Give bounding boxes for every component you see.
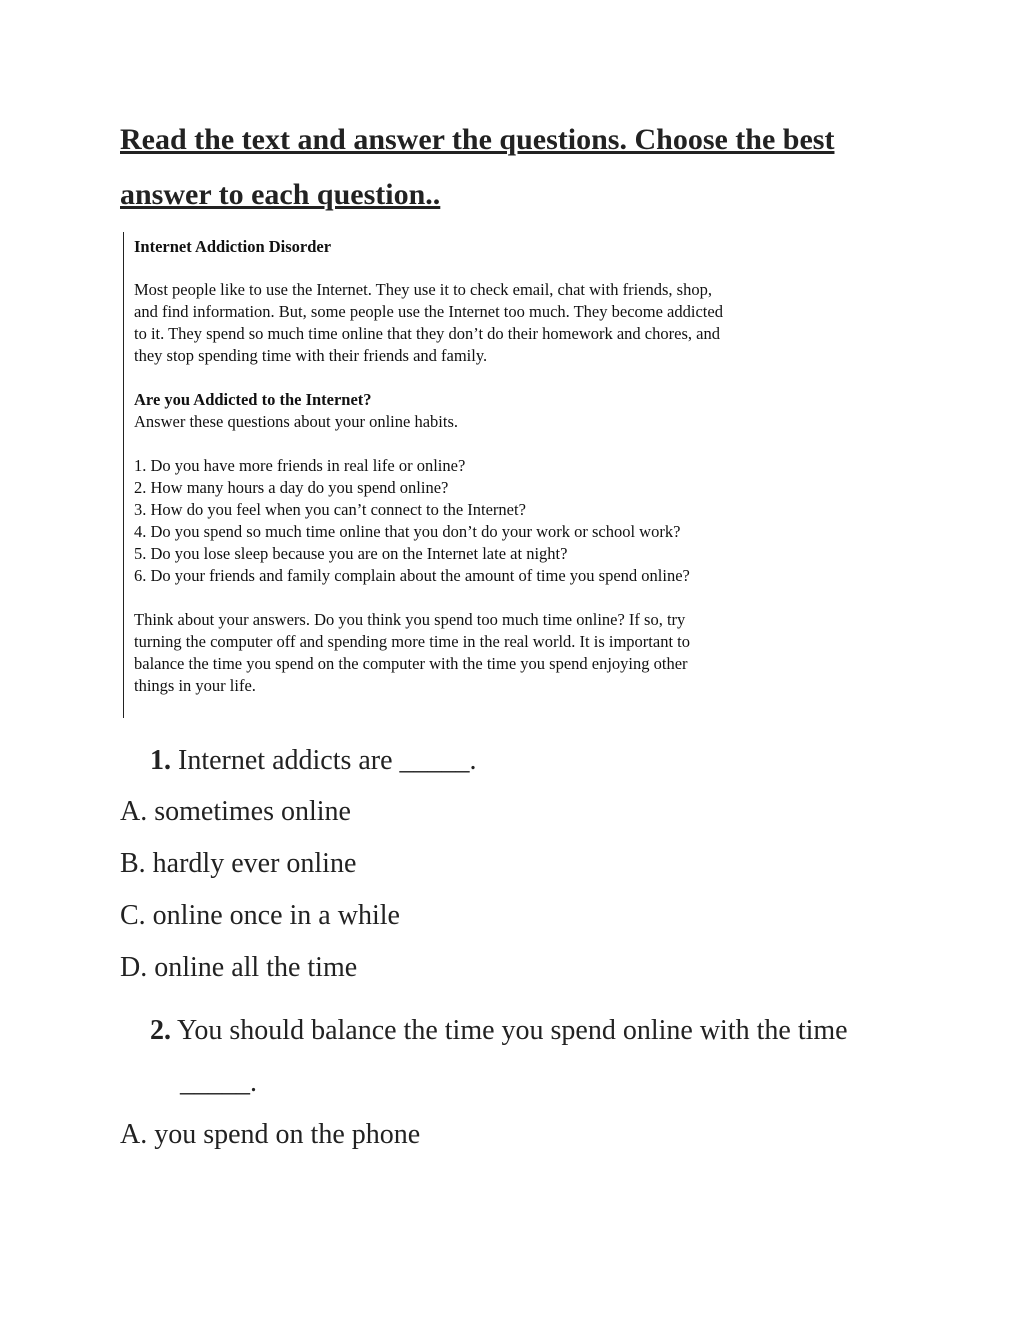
passage-subheading: Are you Addicted to the Internet? [134, 390, 372, 409]
passage-line: to it. They spend so much time online that they don’t do their homework and chores, and [134, 324, 720, 343]
passage-line: they stop spending time with their friends and family. [134, 346, 488, 365]
answer-option-b[interactable]: B. hardly ever online [120, 848, 357, 879]
quiz-question-1 [150, 744, 477, 778]
answer-option-a[interactable]: A. sometimes online [120, 796, 351, 827]
question-number: 2. [150, 1015, 171, 1046]
conclusion-line: turning the computer off and spending more time in the real world. It is important to [134, 632, 690, 651]
reading-passage [123, 232, 824, 718]
survey-question: 2. How many hours a day do you spend online? [134, 478, 449, 497]
conclusion-line: balance the time you spend on the computer with the time you spend enjoying other [134, 654, 688, 673]
question-text: You should balance the time you spend online with the time [176, 1015, 848, 1046]
passage-intro: Answer these questions about your online habits. [134, 412, 458, 431]
quiz-question-2 [150, 1014, 848, 1048]
survey-question: 1. Do you have more friends in real life or online? [134, 456, 466, 475]
instructions-line-1: Read the text and answer the questions. Choose the best [120, 123, 835, 156]
instructions-line-2: answer to each question.. [120, 178, 441, 211]
question-text-continuation: _____. [180, 1067, 257, 1098]
question-text: Internet addicts are _____. [178, 745, 477, 776]
passage-line: and find information. But, some people use the Internet too much. They become addicted [134, 302, 723, 321]
survey-question: 6. Do your friends and family complain about the amount of time you spend online? [134, 566, 690, 585]
conclusion-line: Think about your answers. Do you think you spend too much time online? If so, try [134, 610, 686, 629]
survey-question: 5. Do you lose sleep because you are on the Internet late at night? [134, 544, 568, 563]
answer-option-a[interactable]: A. you spend on the phone [120, 1119, 421, 1150]
passage-line: Most people like to use the Internet. They use it to check email, chat with friends, shop, [134, 280, 712, 299]
conclusion-line: things in your life. [134, 676, 256, 695]
survey-question: 3. How do you feel when you can’t connect to the Internet? [134, 500, 526, 519]
question-number: 1. [150, 745, 171, 776]
answer-option-c[interactable]: C. online once in a while [120, 900, 400, 931]
answer-option-d[interactable]: D. online all the time [120, 952, 358, 983]
passage-title: Internet Addiction Disorder [134, 237, 332, 256]
survey-question: 4. Do you spend so much time online that you don’t do your work or school work? [134, 522, 681, 541]
